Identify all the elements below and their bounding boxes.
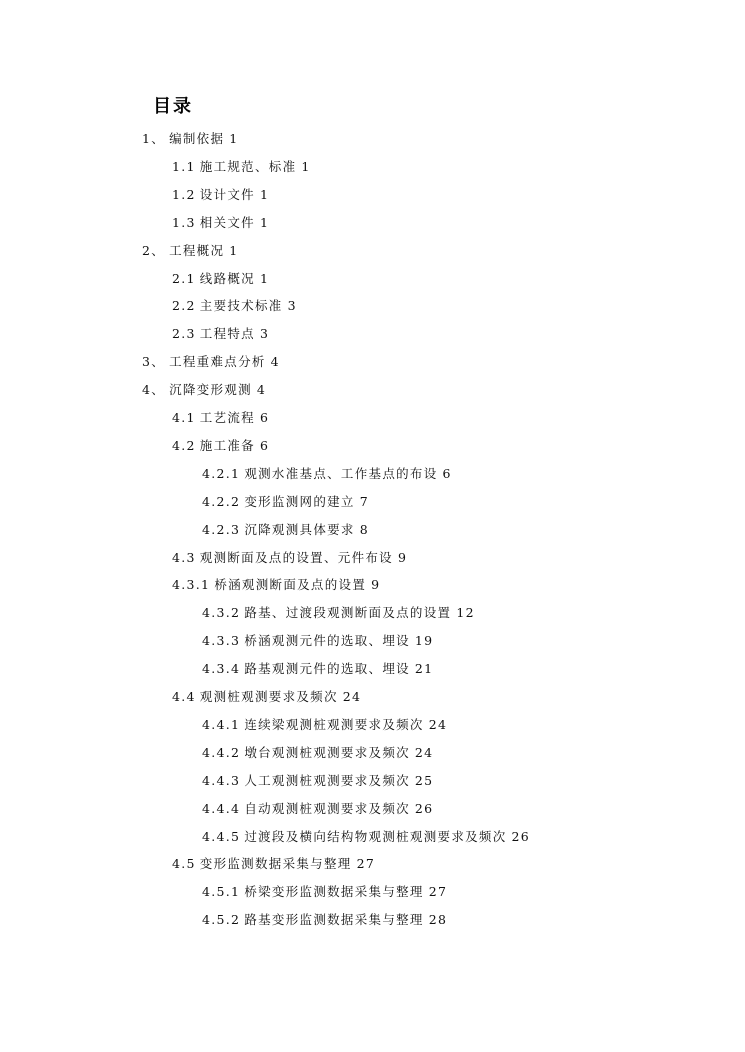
toc-entry-number: 3、 (142, 354, 166, 370)
toc-entry[interactable] (202, 493, 369, 511)
toc-entry-page-number: 24 (428, 716, 448, 732)
toc-entry[interactable] (202, 632, 433, 650)
toc-entry-number: 4.4.3 (202, 772, 241, 788)
toc-entry-page-number: 27 (428, 884, 448, 900)
toc-entry[interactable] (202, 772, 433, 790)
toc-entry[interactable] (202, 828, 530, 846)
toc-entry-number: 1、 (142, 131, 166, 146)
toc-entry[interactable] (172, 576, 380, 594)
toc-entry-page-number: 1 (229, 131, 239, 146)
toc-entry-page-number: 1 (229, 242, 239, 258)
toc-title: 目录 (153, 96, 193, 117)
toc-entry[interactable] (172, 270, 269, 288)
toc-entry[interactable] (202, 800, 433, 818)
toc-entry-page-number: 28 (428, 912, 448, 928)
toc-entry-text: 路基观测元件的选取、埋设 (244, 661, 410, 677)
toc-entry-page-number: 24 (414, 744, 434, 760)
toc-entry-text: 桥涵观测元件的选取、埋设 (244, 633, 410, 649)
toc-entry-number: 4.2.1 (202, 465, 241, 481)
toc-entry-text: 变形监测数据采集与整理 (199, 856, 352, 872)
toc-entry-text: 观测桩观测要求及频次 (199, 689, 338, 704)
toc-entry[interactable] (172, 214, 269, 232)
toc-entry[interactable] (172, 549, 407, 567)
toc-entry[interactable] (202, 660, 433, 678)
toc-entry[interactable] (142, 353, 280, 371)
toc-entry-page-number: 3 (259, 326, 270, 342)
toc-entry-page-number: 19 (414, 633, 434, 649)
toc-entry-number: 2.2 (172, 298, 196, 314)
toc-entry-number: 4.3 (172, 549, 196, 565)
toc-entry-text: 桥涵观测断面及点的设置 (214, 577, 367, 593)
toc-entry-number: 4.2.3 (202, 521, 241, 537)
toc-entry[interactable] (172, 437, 269, 455)
toc-entry[interactable] (202, 744, 433, 762)
toc-entry-number: 1.2 (172, 186, 196, 202)
toc-entry-page-number: 26 (414, 800, 434, 816)
toc-entry-number: 4.5 (172, 856, 196, 872)
toc-entry-number: 2.1 (172, 270, 196, 286)
toc-entry[interactable] (202, 604, 475, 622)
toc-entry-text: 观测水准基点、工作基点的布设 (244, 465, 438, 481)
toc-entry[interactable] (142, 130, 239, 148)
toc-entry-page-number: 9 (397, 549, 408, 565)
toc-entry-number: 4.3.3 (202, 633, 241, 649)
toc-entry-page-number: 21 (414, 661, 434, 677)
toc-entry-text: 路基、过渡段观测断面及点的设置 (244, 605, 452, 621)
toc-entry-page-number: 1 (259, 214, 270, 230)
toc-entry[interactable] (172, 186, 269, 204)
toc-entry-page-number: 6 (259, 410, 270, 425)
toc-entry-text: 连续梁观测桩观测要求及频次 (244, 716, 424, 732)
toc-entry-number: 4.4.5 (202, 828, 241, 844)
toc-entry-text: 线路概况 (199, 270, 255, 286)
toc-entry-page-number: 1 (259, 270, 270, 286)
toc-entry[interactable] (202, 716, 447, 734)
toc-entry-page-number: 8 (359, 521, 369, 537)
toc-entry-number: 4、 (142, 382, 166, 398)
toc-entry-text: 编制依据 (169, 131, 225, 146)
toc-entry[interactable] (172, 158, 311, 176)
toc-entry-page-number: 12 (456, 605, 475, 621)
toc-entry-number: 4.4.2 (202, 744, 241, 760)
toc-entry-number: 1.1 (172, 158, 196, 174)
toc-entry-number: 4.1 (172, 410, 196, 425)
toc-entry[interactable] (142, 381, 266, 399)
toc-entry-text: 变形监测网的建立 (244, 493, 355, 509)
toc-entry-number: 4.4.4 (202, 800, 241, 816)
toc-entry-text: 过渡段及横向结构物观测桩观测要求及频次 (244, 828, 507, 844)
toc-entry[interactable] (142, 242, 239, 260)
toc-entry-page-number: 1 (301, 158, 311, 174)
toc-entry-page-number: 7 (359, 493, 369, 509)
toc-entry-page-number: 26 (511, 828, 531, 844)
toc-entry-text: 观测断面及点的设置、元件布设 (199, 549, 393, 565)
toc-entry-number: 2.3 (172, 326, 196, 342)
toc-entry[interactable] (202, 465, 452, 483)
toc-entry-page-number: 6 (442, 465, 452, 481)
toc-entry-text: 自动观测桩观测要求及频次 (244, 800, 410, 816)
toc-entry-page-number: 1 (259, 186, 270, 202)
toc-entry-text: 相关文件 (199, 214, 255, 230)
toc-entry-text: 工艺流程 (199, 410, 255, 425)
toc-entry-number: 4.2.2 (202, 493, 241, 509)
toc-entry-text: 设计文件 (199, 186, 255, 202)
toc-entry-number: 4.5.1 (202, 884, 241, 900)
toc-entry-number: 4.2 (172, 437, 196, 453)
toc-entry-page-number: 4 (270, 354, 280, 370)
toc-entry-text: 工程重难点分析 (169, 354, 266, 370)
toc-entry-number: 4.3.1 (172, 577, 211, 593)
toc-entry[interactable] (202, 911, 447, 929)
toc-entry[interactable] (172, 688, 361, 706)
toc-entry[interactable] (202, 883, 447, 901)
toc-entry-page-number: 25 (414, 772, 434, 788)
toc-entry-number: 1.3 (172, 214, 196, 230)
toc-entry-text: 路基变形监测数据采集与整理 (244, 912, 424, 928)
toc-entry-number: 4.5.2 (202, 912, 241, 928)
toc-entry-text: 墩台观测桩观测要求及频次 (244, 744, 410, 760)
toc-entry-text: 工程概况 (169, 242, 225, 258)
toc-entry[interactable] (202, 521, 369, 539)
toc-entry[interactable] (172, 297, 297, 315)
toc-entry-text: 沉降变形观测 (169, 382, 252, 398)
toc-entry-page-number: 3 (287, 298, 297, 314)
toc-entry-text: 工程特点 (199, 326, 255, 342)
toc-entry-number: 4.3.2 (202, 605, 241, 621)
toc-entry-text: 人工观测桩观测要求及频次 (244, 772, 410, 788)
toc-entry-number: 4.4.1 (202, 716, 241, 732)
toc-entry-page-number: 9 (371, 577, 381, 593)
toc-entry-page-number: 27 (356, 856, 376, 872)
toc-entry[interactable] (172, 855, 375, 873)
toc-entry-number: 4.4 (172, 689, 196, 704)
toc-entry-text: 桥梁变形监测数据采集与整理 (244, 884, 424, 900)
toc-entry-text: 沉降观测具体要求 (244, 521, 355, 537)
toc-entry-page-number: 24 (342, 689, 362, 704)
toc-entry-number: 4.3.4 (202, 661, 241, 677)
toc-entry[interactable] (172, 325, 269, 343)
toc-entry-number: 2、 (142, 242, 166, 258)
toc-entry[interactable] (172, 409, 269, 427)
toc-entry-page-number: 6 (259, 437, 270, 453)
toc-entry-text: 施工规范、标准 (199, 158, 297, 174)
toc-entry-text: 施工准备 (199, 437, 255, 453)
toc-entry-text: 主要技术标准 (199, 298, 283, 314)
toc-entry-page-number: 4 (256, 382, 267, 398)
